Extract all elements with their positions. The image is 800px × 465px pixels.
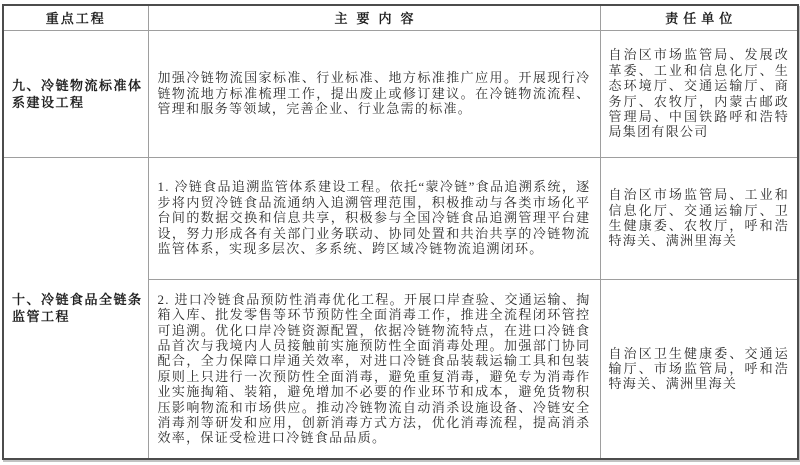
project-9-responsible-units: 自治区市场监管局、发展改革委、工业和信息化厅、生态环境厅、交通运输厅、商务厅、农牧厅，内蒙古邮政管理局、中国铁路呼和浩特局集团有限公司 [600, 30, 798, 157]
key-projects-table [2, 4, 799, 460]
table-header-row [3, 5, 798, 30]
project-10-title: 十、冷链食品全链条监管工程 [3, 157, 148, 459]
header-responsible-column: 责任单位 [600, 5, 798, 30]
project-9-title: 九、冷链物流标准体系建设工程 [3, 30, 148, 157]
project-9-content: 加强冷链物流国家标准、行业标准、地方标准推广应用。开展现行冷链物流地方标准梳理工作，提出废止或修订建议。在冷链物流流程、管理和服务等领域，完善企业、行业急需的标准。 [148, 30, 600, 157]
table-row-project-10-item-1 [3, 157, 798, 279]
header-project-column: 重点工程 [3, 5, 148, 30]
project-10-item-1-responsible-units: 自治区市场监管局、工业和信息化厅、交通运输厅、卫生健康委、农牧厅，呼和浩特海关、满洲里海关 [600, 157, 798, 279]
project-10-item-2-content: 2. 进口冷链食品预防性消毒优化工程。开展口岸查验、交通运输、掏箱入库、批发零售等环节预防性全面消毒工作，推进全流程闭环管控可追溯。优化口岸冷链资源配置，依据冷链物流特点，在进口冷链食品首次与我境内人员接触前实施预防性全面消毒处理。加强部门协同配合，全力保障口岸通关效率，对进口冷链食品装载运输工具和包装原则上只进行一次预防性全面消毒，避免重复消毒，避免专为消毒作业实施掏箱、装箱，避免增加不必要的作业环节和成本，避免货物积压影响物流和市场供应。推动冷链物流自动消杀设施设备、冷链安全消毒剂等研发和应用，创新消毒方式方法，优化消毒流程，提高消杀效率，保证受检进口冷链食品品质。 [148, 279, 600, 459]
header-content-column: 主要内容 [148, 5, 600, 30]
project-10-item-2-responsible-units: 自治区卫生健康委、交通运输厅、市场监管局，呼和浩特海关、满洲里海关 [600, 279, 798, 459]
table-row-project-9 [3, 30, 798, 157]
project-10-item-1-content: 1. 冷链食品追溯监管体系建设工程。依托“蒙冷链”食品追溯系统，逐步将内贸冷链食品流通纳入追溯管理范围，积极推动与各类市场化平台间的数据交换和信息共享，积极参与全国冷链食品追溯管理平台建设，努力形成各有关部门业务联动、协同处置和共治共享的冷链物流监管体系，实现多层次、多系统、跨区域冷链物流追溯闭环。 [148, 157, 600, 279]
